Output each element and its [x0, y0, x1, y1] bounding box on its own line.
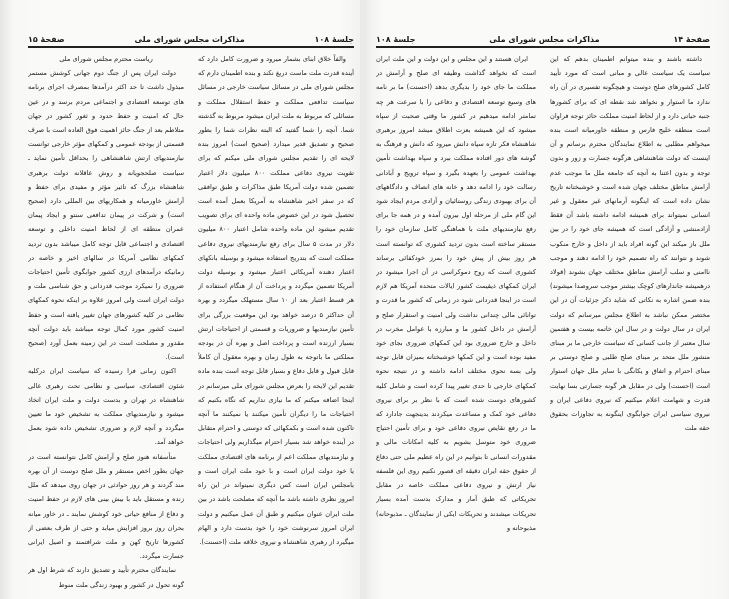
paragraph: متأسفانه هنوز صلح و آرامش کامل نتوانسته است در جهان بطور اخص مستقر و ملل صلح دوست از آن بهره مند گردند و هر روز حوادثی در جهان روی میدهد که ملل زنده و مستقل باید با بیش بینی های لازم در حفظ امنیت و دفاع از منافع حیاتی خود کوشش نمایند ـ در خاور میانه بحران روز بروز افزایش میابد و حتی از طرف بعضی از کشورها تاریخ کهن و ملت شرافتمند و اصیل ایرانی جسارت میگردد. — [28, 452, 184, 561]
text-column-right — [198, 52, 354, 592]
paragraph: والفاً خلاق ابنای بشمار میرود و ضرورت کامل دارد که آینده قدرت ملت ماست دریغ نکند و بنده اطمینان دارم که مجلس شورای ملی در مسائل سیاست خارجی در مسائل سیاست تدافعی مملکت و حفظ استقلال مملکت و مسائلی که مربوط به ملت ایران میشود مربوط به گذشته شما. آنچه را شما گفتید که البته نظرات شما را بطور صحیح و تصدیق قدیر میدارد (صحیح است) امروز بنده لایحه ای را تقدیم مجلس شورای ملی میکنم که برای تقویت نیروی دفاعی مملکت ۸۰۰ میلیون دلار اعتبار تضمین شده دولت آمریکا طبق مذاکرات و طبق توافقی که در سفر اخیر شاهنشاه به آمریکا بعمل آمده است تحصیل شود در این خصوص ماده واحده ای برای تصویب تقدیم میشود این ماده واحده شامل اعتبار ۸۰۰ میلیون دلار در مدت ۵ سال برای رفع نیازمندیهای نیروی دفاعی مملکت است که بتدریج استفاده میشود و بوسیله بانکهای اعتبار دهنده آمریکائی اعتبار میشود و بوسیله دولت آمریکا تضمین میگردد و پرداخت آن از هنگام استفاده از هر قسط اعتبار بعد از ۱۰ سال مستهلک میگردد و بهره آن حداکثر ۵ درصد خواهد بود این موقعیت بزرگی برای تأمین نیازمندیها و ضروریات و قسمتی از احتیاجات ارتش بسیار ارزنده است و پرداخت اصل و بهره آن در بودجه مملکتی ما باتوجه به طول زمان و بهره معقول آن کاملاً قابل قبول و قابل دفاع و بسیار قابل توجه است بنده ماده تقدیم این لایحه را بعرض مجلس شورای ملی میرسانم در اینجا اضافه میکنم که ما نیازی نداریم که نگاه بکنیم که احتیاجات ما را دیگران تأمین میکنند یا نمیکنند ما آنچه تاکنون شده است و بکمکهائی که دوستی و احترام متقابل در آینده خواهد شد بسیار احترام میگذاریم ولی احتیاجات و نیازمندیهای مملکت اعم از برنامه های اقتصادی مملکت یا خود دولت ایران است و با خود ملت ایران است و بامجلس ایران است کس دیگری نمیتواند در این راه امروز نظری داشته باشد ما آنچه که مصلحت باشد در بین ملت ایران عنوان میکنیم و طبق آن عمل میکنیم و دولت ایران امروز سرنوشت خود را خود بدست دارد و الهام میگیرد از رهبری شاهنشاه و نیروی خلاقه ملت (احسنت). — [198, 55, 354, 546]
address-heading: ریاست محترم مجلس شورای ملی — [59, 55, 153, 63]
text-column-right — [550, 52, 710, 535]
paragraph: اکنون زمانی فرا رسیده که سیاست ایران درکلیه شئون اقتصادی، سیاسی و نظامی تحت رهبری عالی شاهنشاه در تهران و بدست دولت و ملت ایران اتخاذ میشود و نیازمندیهای مملکت به تشخیص خود ما تعیین میگردد و آنچه لازم و ضروری تشخیص داده شود بعمل خواهد آمد. — [28, 367, 184, 447]
running-title: مذاکرات مجلس شورای ملی — [489, 35, 600, 44]
page-number: صفحهٔ ۱۵ — [28, 35, 65, 44]
paragraph: داشته باشند و بنده میتوانم اطمینان بدهم که این سیاست یک سیاست عالی و مبانی است که مورد تأیید کامل کشورهای صلح دوست و هیچگونه تفسیری در آن راه ندارد ما استوار و نخواهد شد نقطه ای که برای کشورها جنبه حیاتی دارد و از لحاظ امنیت مملکت حائز توجه فراوان است منطقه خلیج فارس و منطقه خاورمیانه است بنده میخواهم مطلبی به اطلاع نمایندگان محترم برسانم و آن اینست که دولت شاهنشاهی هرگونه جسارت و زور و بدون توجه و بدون اعتنا به آنچه که جامعه ملل ما موجب عدم آرامش مناطق مختلف جهان شده است و خوشبختانه تاریخ نشان داده است که اینگونه آرمانهای غیر معقول و غیر انسانی نمیتواند برای همیشه ادامه داشته باشد آن فقط آزادمنشی و آزادگی است که همیشه جای خود را در بین ملل باز میکند این گونه افراد باید از داخل و خارج منکوب شوند و نتوانند که راه تصمیم خود را ادامه دهند و موجب ناامنی و سلب آرامش مناطق مختلف جهان بشوند (قولاد درهمیشه جاندارهای کوچک بیشتر موجب سروصدا میشوند) بنده ضمن اشاره به نکاتی که شاید ذکر جزئیات آن در این مختصر ممکن نباشد به اطلاع مجلس میرسانم که دولت ایران در سال دولت و در سال این خاتمه بیست و هفتمین سال معتبر از جانب کسانی که سیاست خارجی ما بر مبنای منشور ملل متحد بر مبنای صلح طلبی و صلح دوستی بر مبنای احترام و اتفاق و یکانگی با سایر ملل جهان استوار است (احسنت) ولی در مقابل هر گونه جسارتی بسا نهایت قدرت و شهامت اعلام میکنیم که نیروی دفاعی ایران و نیروی سیاسی ایران جوابگوی اینگونه به تجاوزات بحقوق حقه ملت — [550, 55, 710, 433]
paragraph: نمایندگان محترم تأیید و تصدیق دارند که شرط اول هر گونه تحول در کشور و بهبود زندگی ملت منوط — [28, 566, 184, 589]
page-14 — [364, 0, 728, 599]
paragraph: دولت ایران پس از جنگ دوم جهانی کوشش مستمر مبذول داشت تا حد اکثر درآمدها بمصرف اجرای برنامه های توسعه اقتصادی و اجتماعی مردم برسد و در عین حال که امنیت و حفظ حدود و ثغور کشور در جهان متلاطم بعد از جنگ حائز اهمیت فوق العاده است با صرف قسمتی از بودجه عمومی و کمکهای مؤثر خارجی توانست نیازمندیهای ارتش شاهنشاهی را بحداقل تأمین نماید ـ سیاست صلحجویانه و روش عاقلانه دولت برهبری شاهنشاه بزرگ که تاثیر مؤثر و مفیدی برای حفظ و آرامش خاورمیانه و همکاریهای بین المللی دارد (صحیح است) و شرکت در پیمان تدافعی سنتو و ایجاد پیمان عمران منطقه ای از لحاظ امنیت داخلی و توسعه اقتصادی و اجتماعی قابل توجه کامل میباشد بدون تردید کمکهای نظامی آمریکا در سالهای اخیر و خاصه در زمانیکه درآمدهای ارزی کشور جوابگوی تأمین احتیاجات ضروری را نمیکرد موجب قدردانی و حق شناسی ملت و دولت ایران است ولی امروز علاوه بر اینکه نحوه کمکهای نظامی در کلیه کشورهای جهان تغییر یافته است و حفظ امنیت کشور مورد کمال توجه میباشد باید دولت آنچه مقدور و مصلحت است در این زمینه بعمل آورد (صحیح است). — [28, 69, 184, 362]
paragraph: ایران هستند و این مجلس و این دولت و این ملت ایران است که نخواهد گذاشت وظیفه ای صلح و آرامش در مملکت ما جای خود را بدیگری بدهد (احسنت) ما بر نامه های وسیع توسعه اقتصادی و دفاعی را با سرعت هر چه تمامتر ادامه میدهیم در کشور ما وقتی صحبت از سپاه میشود که این همیشه بعزت اطلاق میشد امروز برهبری شاهنشاه فکر تازه سپاه دانش میرود که دانش و فرهنگ به گوشه های دور افتاده مملکت ببرد و سپاه بهداشت تأمین بهداشت عمومی را بعهده بگیرد و سپاه ترویج و آبادانی رسالت خود را ادامه دهد و خانه های انصاف و دادگاههای آن برای بهبودی زندگی روستائیان و آزادی مردم ایجاد شود این گام ملی از مرحله اول بیرون آمده و در همه جا برای رفع نیازمندیهای ملت با هماهنگی کامل سازمان خود را مستقر ساخته است بدون تردید کشوری که توانسته است هر روز بیش از پیش خود را بمرز خودکفائی برساند کشوری است که روح دموکراسی در آن اجرا میشود در ایران کمکهای ذیقیمت کشور ایالات متحده آمریکا هم لازم است در اینجا قدردانی شود در زمانی که کشور ما قدرت و توانائی مالی چندانی نداشت ولی امنیت و استقرار صلح و آرامش در داخل کشور ما و مبارزه با عوامل مخرب در داخل و خارج ضروری بود این کمکهای ضروری بجای خود مفید بوده است و این کمکها خوشبختانه بمیزان قابل توجه ولی بسه نحوی مختلف ادامه داشته و در نتیجه نحوه کمکهای خارجی تا حدی تغییر پیدا کرده است و شامل کلیه کشورهای دوست شده است که با نظر بر برای نیروی دفاعی خود کمک و مساعدت میکردند بدینجهت جادارد که ما در رفع نقایص نیروی دفاعی خود و برای تأمین احتیاج ضروری خود متوسل بشویم به کلیه امکانات مالی و مقدورات انسانی تا بتوانیم در این راه عظیم ملی حتی دفاع از حقوق حقه ایران دقیقه ای قصور نکنیم روی این فلسفه نیاز ارتش و نیروی دفاعی مملکت خاصه در مقابل تحریکاتی که طبق آمار و مدارک بدست آمده بسیار تحریکات میشدند و تحریکات ایکی از نمایندگان ـ مذبوحانه) مذبوحانه و — [376, 55, 536, 532]
running-title: مذاکرات مجلس شورای ملی — [134, 35, 245, 44]
session-number: جلسهٔ ۱۰۸ — [376, 35, 416, 44]
text-column-left — [376, 52, 536, 535]
text-columns — [376, 52, 710, 535]
page-header — [28, 30, 354, 48]
text-column-left — [28, 52, 184, 592]
page-header — [376, 30, 710, 48]
session-number: جلسهٔ ۱۰۸ — [314, 35, 354, 44]
page-number: صفحهٔ ۱۴ — [673, 35, 710, 44]
text-columns — [28, 52, 354, 592]
page-15 — [0, 0, 364, 599]
book-gutter — [360, 0, 370, 599]
